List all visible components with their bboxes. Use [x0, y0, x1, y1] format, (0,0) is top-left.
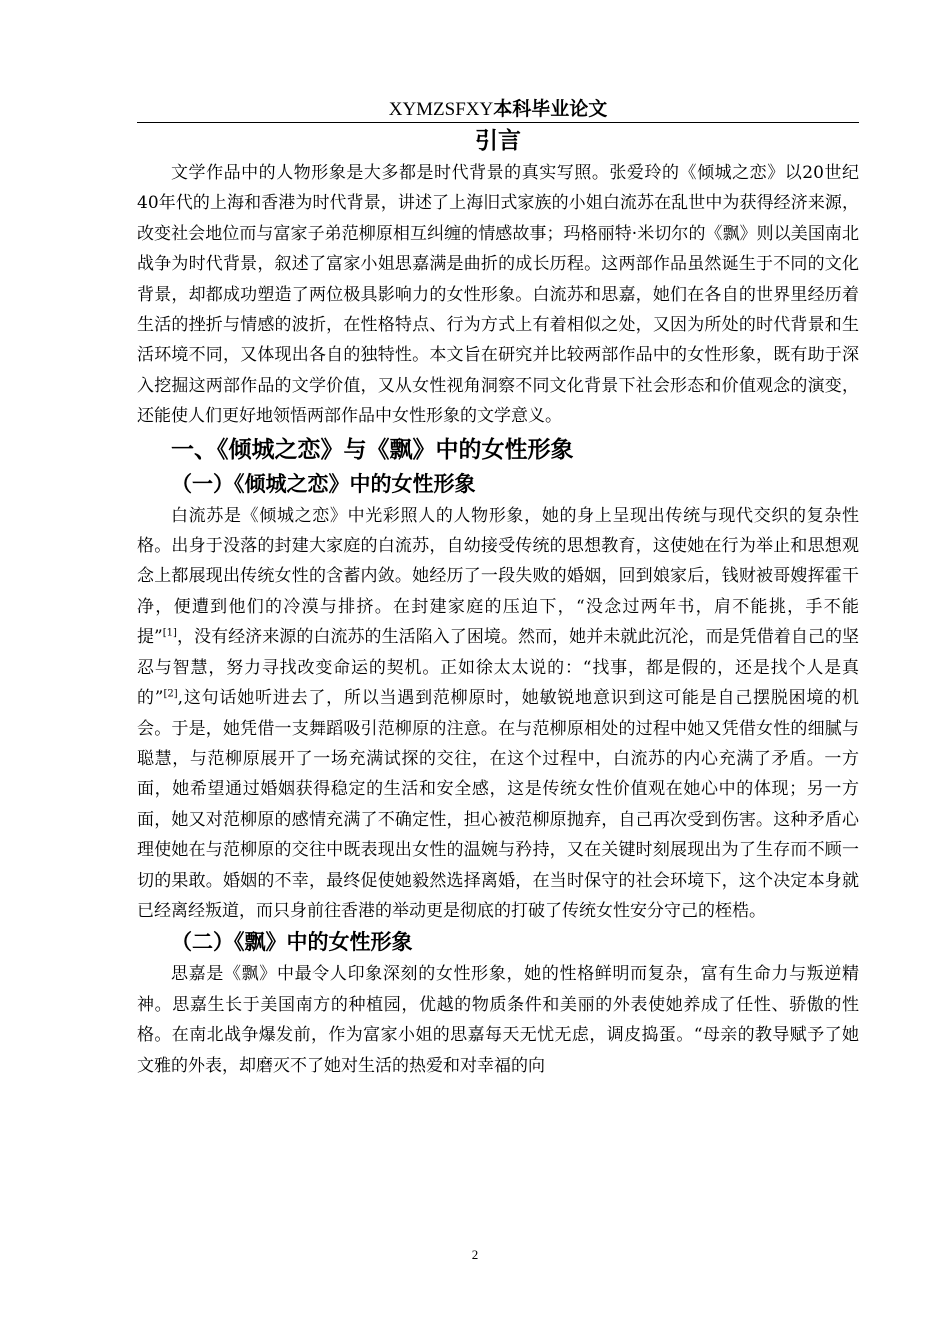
paragraph-text-a: 白流苏是《倾城之恋》中光彩照人的人物形象，她的身上呈现出传统与现代交织的复杂性格。出身于没落的封建大家庭的白流苏，自幼接受传统的思想教育，这使她在行为举止和思想观念上都展现出传统女性的含蓄内敛。她经历了一段失败的婚姻，回到娘家后，钱财被哥嫂挥霍干净，便遭到他们的冷漠与排挤。在封建家庭的压迫下，“没念过两年书，肩不能挑，手不能提”: [137, 505, 859, 648]
section1-heading: 一、《倾城之恋》与《飘》中的女性形象: [171, 436, 574, 463]
intro-title: 引言: [475, 128, 521, 154]
page-number: 2: [471, 1247, 479, 1262]
header-rule: [137, 122, 859, 123]
paragraph-text-c: ,这句话她听进去了，所以当遇到范柳原时，她敏锐地意识到这可能是自己摆脱困境的机会。于是，她凭借一支舞蹈吸引范柳原的注意。在与范柳原相处的过程中她又凭借女性的细腻与聪慧，与范柳原展开了一场充满试探的交往，在这个过程中，白流苏的内心充满了矛盾。一方面，她希望通过婚姻获得稳定的生活和安全感，这是传统女性价值观在她心中的体现；另一方面，她又对范柳原的感情充满了不确定性，担心被范柳原抛弃，自己再次受到伤害。这种矛盾心理使她在与范柳原的交往中既表现出女性的温婉与矜持，又在关键时刻展现出为了生存而不顾一切的果敢。婚姻的不幸，最终促使她毅然选择离婚，在当时保守的社会环境下，这个决定本身就已经离经叛道，而只身前往香港的举动更是彻底的打破了传统女性安分守己的桎梏。: [137, 688, 859, 921]
running-header: [137, 96, 859, 122]
intro-paragraph: 文学作品中的人物形象是大多都是时代背景的真实写照。张爱玲的《倾城之恋》以20世纪40年代的上海和香港为时代背景，讲述了上海旧式家族的小姐白流苏在乱世中为获得经济来源，改变社会地位而与富家子弟范柳原相互纠缠的情感故事；玛格丽特·米切尔的《飘》则以美国南北战争为时代背景，叙述了富家小姐思嘉满是曲折的成长历程。这两部作品虽然诞生于不同的文化背景，却都成功塑造了两位极具影响力的女性形象。白流苏和思嘉，她们在各自的世界里经历着生活的挫折与情感的波折，在性格特点、行为方式上有着相似之处，又因为所处的时代背景和生活环境不同，又体现出各自的独特性。本文旨在研究并比较两部作品中的女性形象，既有助于深入挖掘这两部作品的文学价值，又从女性视角洞察不同文化背景下社会形态和价值观念的演变，还能使人们更好地领悟两部作品中女性形象的文学意义。: [137, 163, 859, 427]
page-body: [137, 124, 859, 1081]
paragraph-text-b: ，没有经济来源的白流苏的生活陷入了困境。然而，她并未就此沉沦，而是凭借着自己的坚忍与智慧，努力寻找改变命运的契机。正如徐太太说的：“找事，都是假的，还是找个人是真的”: [137, 627, 859, 709]
citation-1: [1]: [162, 627, 177, 639]
section1-sub2-paragraph: 思嘉是《飘》中最令人印象深刻的女性形象，她的性格鲜明而复杂，富有生命力与叛逆精神。思嘉生长于美国南方的种植园，优越的物质条件和美丽的外表使她养成了任性、骄傲的性格。在南北战争爆发前，作为富家小姐的思嘉每天无忧无虑，调皮捣蛋。“母亲的教导赋予了她文雅的外表，却磨灭不了她对生活的热爱和对幸福的向: [137, 964, 859, 1076]
header-cjk-text: 本科毕业论文: [493, 98, 608, 120]
section1-sub2-heading: （二）《飘》中的女性形象: [171, 930, 413, 955]
header-latin-text: XYMZSFXY: [388, 99, 494, 120]
section1-sub1-paragraph: [137, 501, 859, 927]
section1-sub1-heading: （一）《倾城之恋》中的女性形象: [171, 471, 476, 496]
citation-2: [2]: [163, 688, 178, 700]
